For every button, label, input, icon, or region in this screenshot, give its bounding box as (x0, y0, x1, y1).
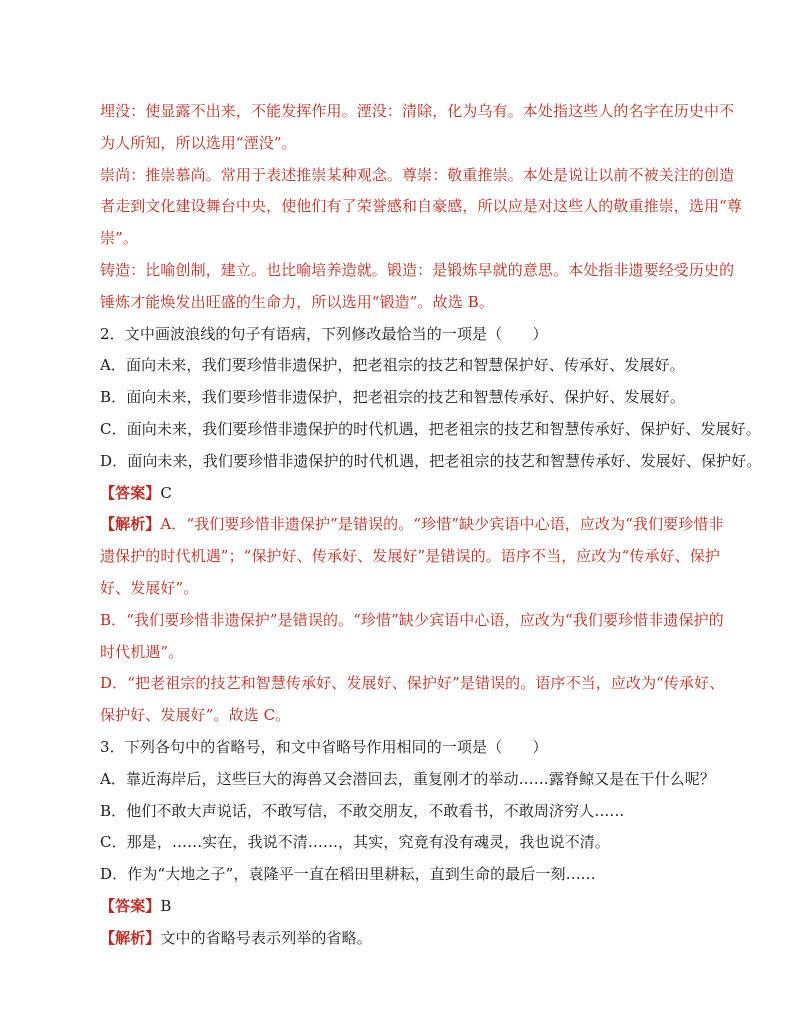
explanation-line: 铸造：比喻创制，建立。也比喻培养造就。锻造：是锻炼早就的意思。本处指非遗要经受历史的 (100, 260, 735, 279)
analysis-text: 文中的省略号表示列举的省略。 (160, 928, 372, 947)
question-3-stem: 3．下列各句中的省略号，和文中省略号作用相同的一项是（ ） (100, 737, 548, 756)
question-2-stem: 2．文中画波浪线的句子有语病，下列修改最恰当的一项是（ ） (100, 324, 548, 343)
question-3-analysis (100, 923, 705, 955)
answer-value: B (160, 896, 172, 915)
question-3-option-a: A．靠近海岸后，这些巨大的海兽又会潜回去，重复刚才的举动……露脊鲸又是在干什么呢？ (100, 769, 715, 788)
document-content (100, 96, 762, 955)
question-2-option-c: C．面向未来，我们要珍惜非遗保护的时代机遇，把老祖宗的技艺和智慧传承好、保护好、发展好。 (100, 419, 761, 438)
question-2-option-b: B．面向未来，我们要珍惜非遗保护，把老祖宗的技艺和智慧传承好、保护好、发展好。 (100, 388, 685, 407)
analysis-tag: 【解析】 (100, 515, 161, 534)
analysis-line: 遗保护的时代机遇”；“保护好、传承好、发展好”是错误的。语序不当，应改为“传承好、保护 (100, 547, 720, 566)
explanation-line: 锤炼才能焕发出旺盛的生命力，所以选用“锻造”。故选 B。 (100, 292, 494, 311)
explanation-line: 埋没：使显露不出来，不能发挥作用。湮没：清除，化为乌有。本处指这些人的名字在历史中不 (100, 102, 735, 120)
question-2-analysis (100, 509, 724, 541)
analysis-line: D．“把老祖宗的技艺和智慧传承好、发展好、保护好”是错误的。语序不当，应改为“传承好、 (100, 674, 725, 693)
question-3-option-b: B．他们不敢大声说话，不敢写信，不敢交朋友，不敢看书，不敢周济穷人…… (100, 801, 625, 820)
analysis-line: B．“我们要珍惜非遗保护”是错误的。“珍惜”缺少宾语中心语，应改为“我们要珍惜非遗保护的 (100, 610, 724, 629)
answer-tag: 【答案】 (100, 896, 161, 915)
question-2-option-a: A．面向未来，我们要珍惜非遗保护，把老祖宗的技艺和智慧保护好、传承好、发展好。 (100, 356, 685, 375)
question-2-answer (100, 478, 705, 510)
question-3-option-d: D．作为“大地之子”，袁隆平一直在稻田里耕耘，直到生命的最后一刻…… (100, 865, 596, 884)
analysis-text: A．“我们要珍惜非遗保护”是错误的。“珍惜”缺少宾语中心语，应改为“我们要珍惜非 (160, 515, 724, 534)
analysis-line: 保护好、发展好”。故选 C。 (100, 706, 291, 725)
analysis-tag: 【解析】 (100, 928, 161, 947)
question-3-option-c: C．那是，……实在，我说不清……，其实，究竟有没有魂灵，我也说不清。 (100, 833, 610, 852)
question-2-option-d: D．面向未来，我们要珍惜非遗保护的时代机遇，把老祖宗的技艺和智慧传承好、发展好、保护好。 (100, 451, 762, 470)
explanation-line: 为人所知，所以选用“湮没”。 (100, 133, 297, 152)
question-3-answer (100, 891, 705, 923)
analysis-line: 好、发展好”。 (100, 578, 199, 597)
explanation-line: 崇尚：推崇慕尚。常用于表述推崇某种观念。尊崇：敬重推崇。本处是说让以前不被关注的创造 (100, 165, 735, 184)
answer-tag: 【答案】 (100, 483, 161, 502)
explanation-line: 崇”。 (100, 229, 138, 248)
answer-value: C (160, 483, 172, 502)
analysis-line: 时代机遇”。 (100, 642, 184, 661)
explanation-line: 者走到文化建设舞台中央，使他们有了荣誉感和自豪感，所以应是对这些人的敬重推崇，选用“尊 (100, 197, 742, 216)
